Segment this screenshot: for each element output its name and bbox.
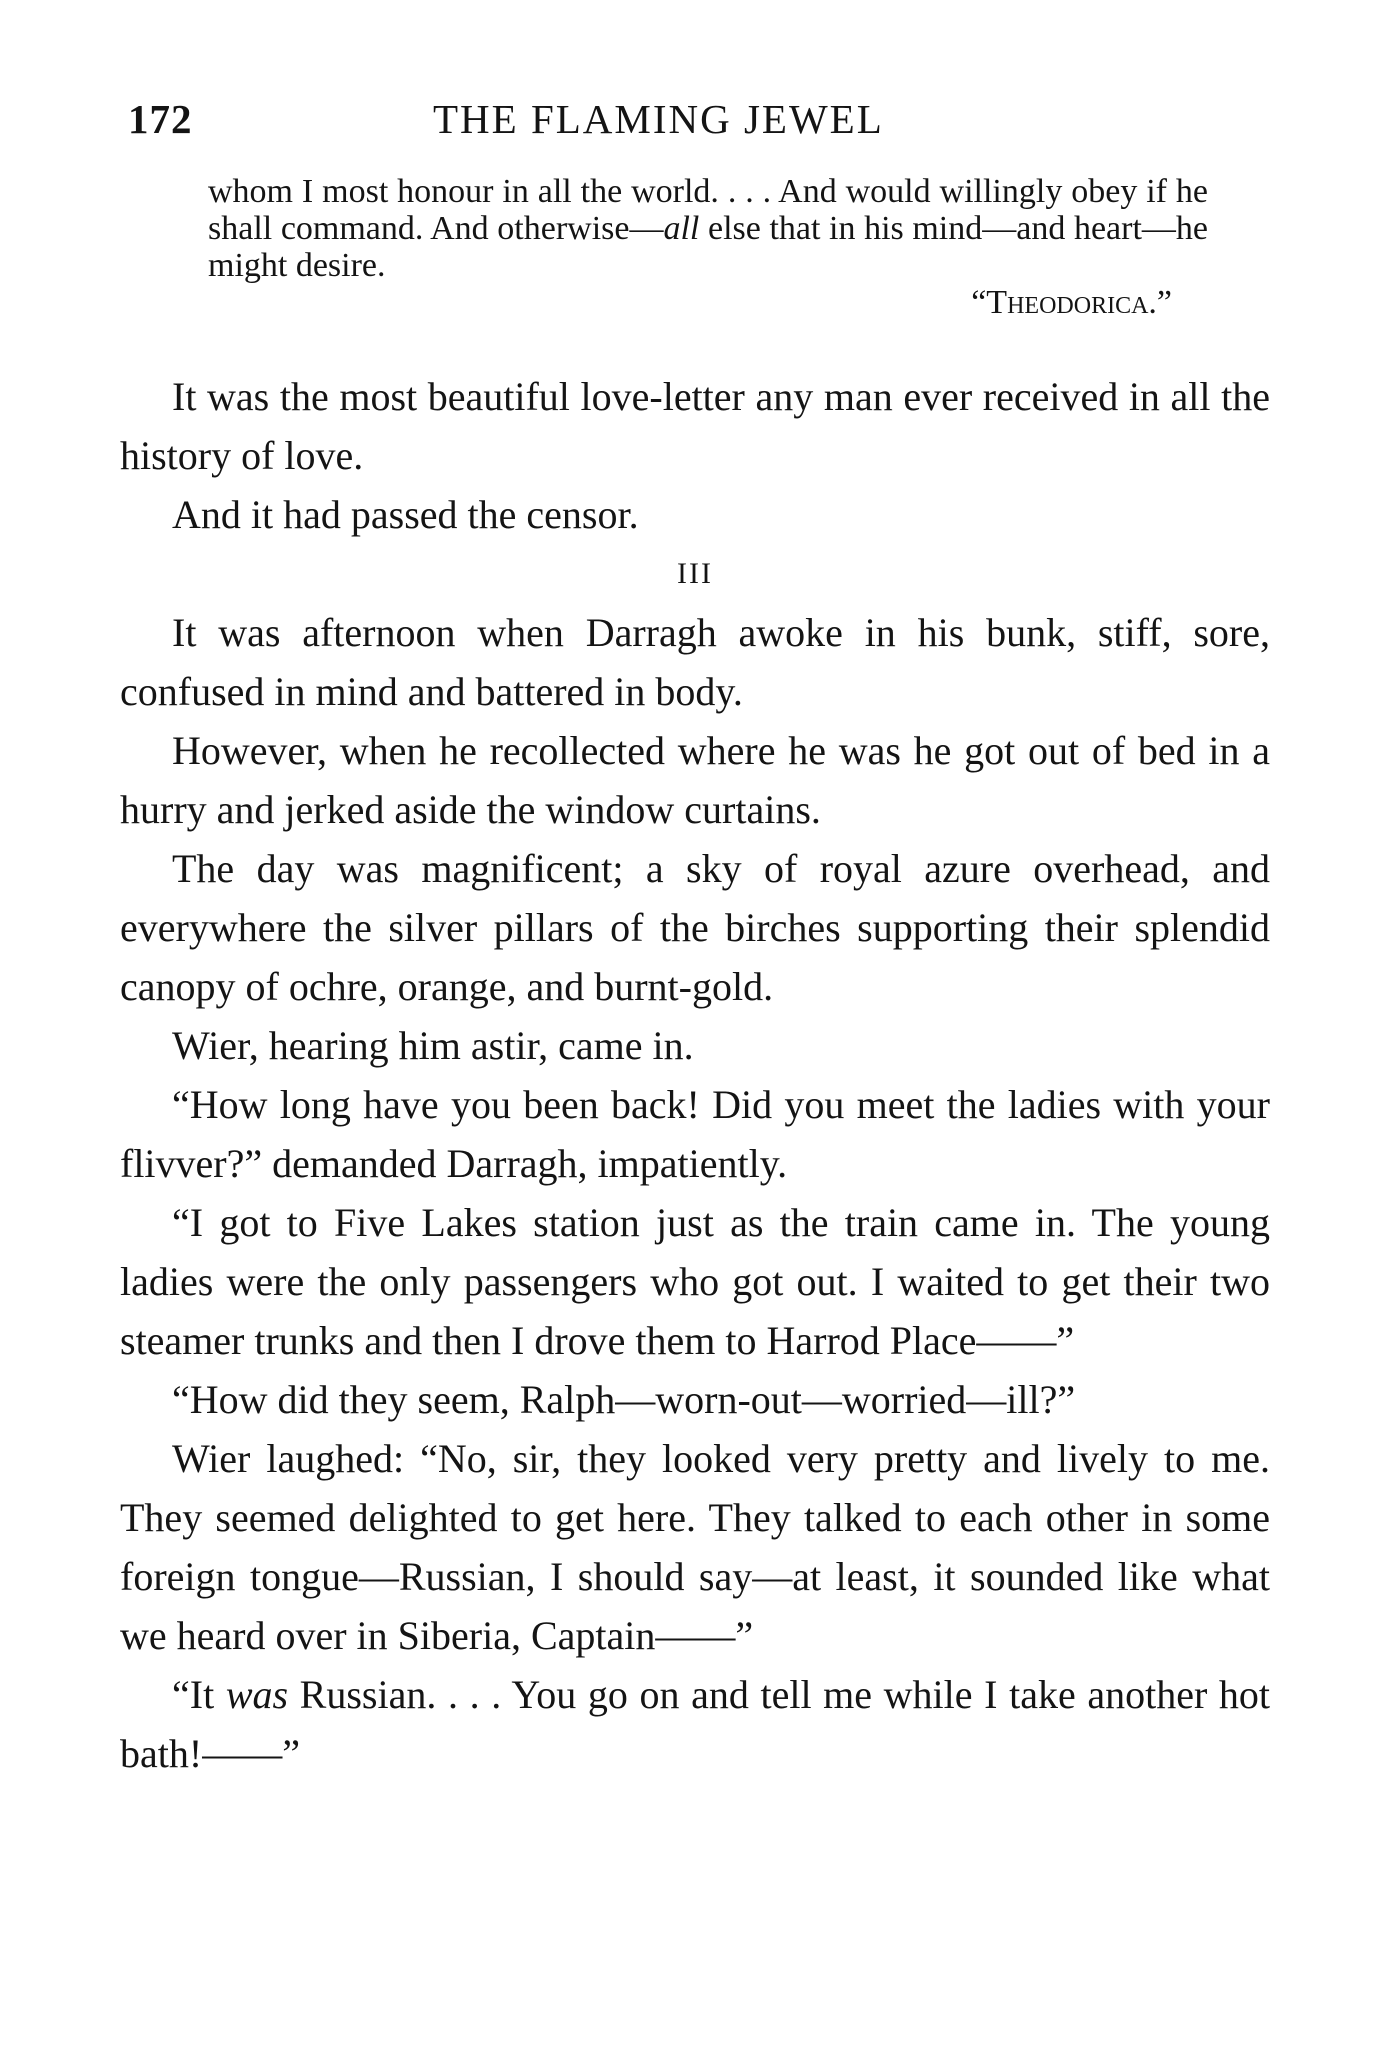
paragraph: “I got to Five Lakes station just as the train came in. The young ladies were the only passengers who got out. I waited to get their two steamer trunks and then I drove them to Harrod Place——”	[120, 1200, 1270, 1363]
final-paragraph	[120, 1665, 1270, 1783]
section-number: III	[677, 557, 713, 590]
paragraph: The day was magnificent; a sky of royal azure overhead, and everywhere the silver pillars of the birches supporting their splendid canopy of ochre, orange, and burnt-gold.	[120, 846, 1270, 1009]
book-page	[120, 95, 1270, 1783]
book-title: THE FLAMING JEWEL	[433, 96, 884, 142]
letter-text-2: else that in his mind—and heart—he might desire.	[208, 210, 1208, 284]
letter-excerpt	[208, 173, 1208, 321]
paragraph: And it had passed the censor.	[172, 492, 639, 537]
running-head	[120, 95, 1270, 155]
paragraph: It was afternoon when Darragh awoke in his bunk, stiff, sore, confused in mind and battered in body.	[120, 610, 1270, 714]
paragraph: Wier, hearing him astir, came in.	[172, 1023, 694, 1068]
paragraph: “How long have you been back! Did you meet the ladies with your flivver?” demanded Darragh, impatiently.	[120, 1082, 1270, 1186]
final-text-2: Russian. . . . You go on and tell me while I take another hot bath!——”	[120, 1672, 1271, 1776]
paragraph: It was the most beautiful love-letter any man ever received in all the history of love.	[120, 374, 1270, 478]
paragraph: Wier laughed: “No, sir, they looked very pretty and lively to me. They seemed delighted to get here. They talked to each other in some foreign tongue—Russian, I should say—at least, it sounded like what we heard over in Siberia, Captain——”	[120, 1436, 1270, 1658]
letter-italic-word: all	[663, 210, 700, 247]
paragraph: However, when he recollected where he was he got out of bed in a hurry and jerked aside the window curtains.	[120, 728, 1270, 832]
paragraph: “How did they seem, Ralph—worn-out—worried—ill?”	[172, 1377, 1076, 1422]
letter-text-1: whom I most honour in all the world. . . . And would willingly obey if he shall command. And otherwise—	[208, 173, 1208, 247]
final-text-1: “It	[172, 1672, 226, 1717]
page-number: 172	[128, 96, 193, 142]
body-text	[120, 367, 1270, 1783]
letter-body	[208, 173, 1208, 284]
final-italic-word: was	[225, 1672, 289, 1717]
letter-signature: “Theodorica.”	[971, 284, 1172, 321]
